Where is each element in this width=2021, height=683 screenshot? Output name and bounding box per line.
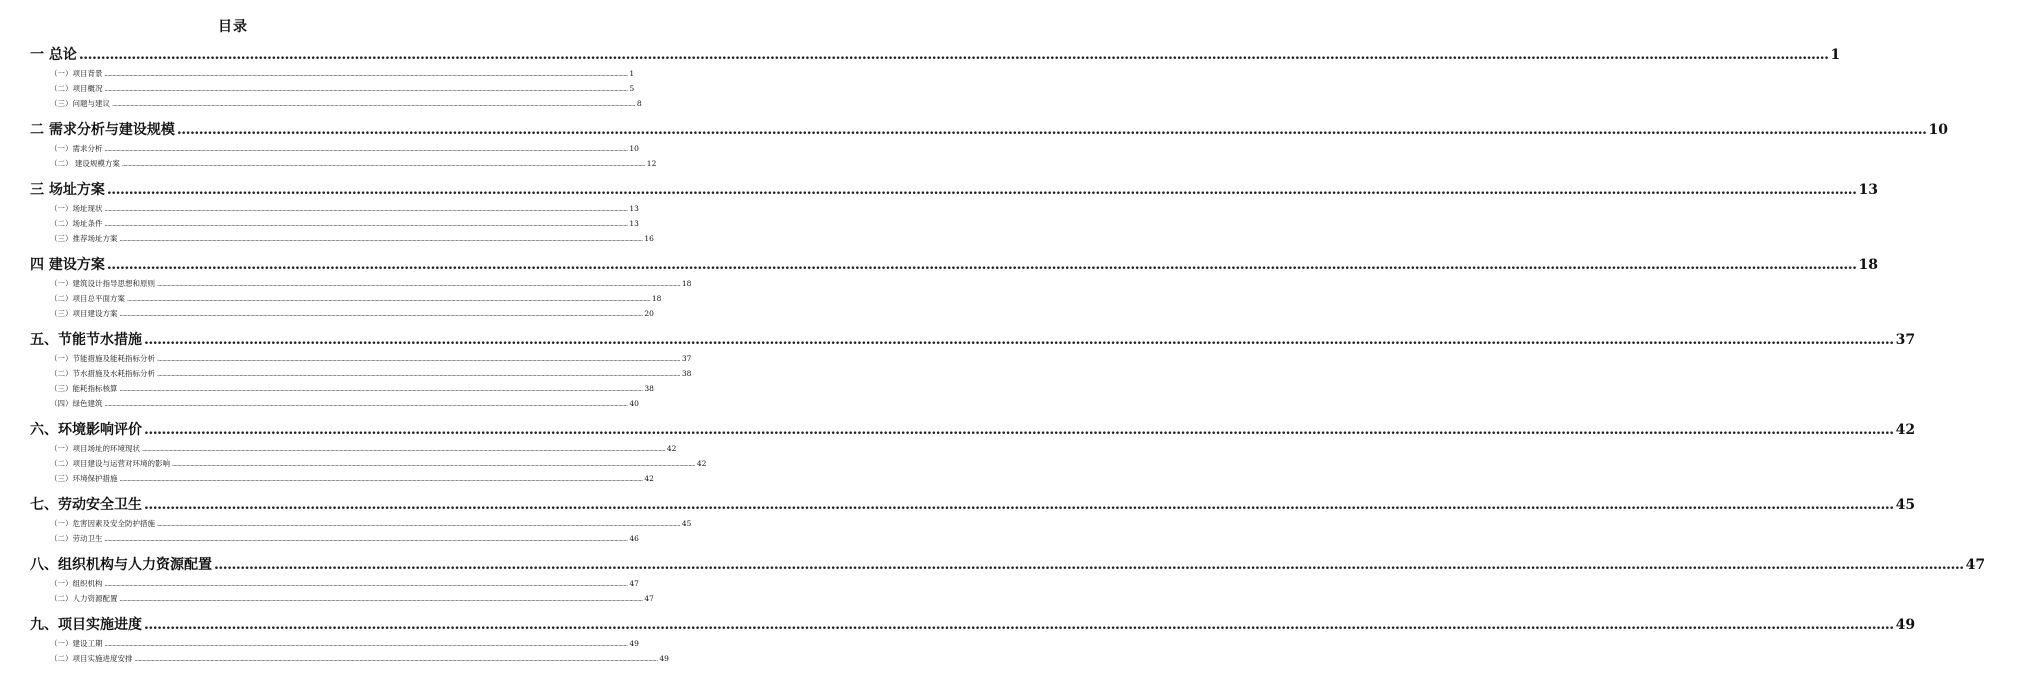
section-title: （一）场址现状 (50, 204, 103, 213)
page-number: 42 (666, 444, 677, 453)
toc-section-entry[interactable] (0, 143, 639, 154)
toc-section-entry[interactable] (0, 593, 654, 604)
toc-section-entry[interactable] (0, 518, 692, 529)
page-number: 45 (681, 519, 692, 528)
chapter-title: 四 建设方案 (30, 257, 105, 273)
page-number: 49 (1895, 617, 1916, 633)
chapter-title: 一 总论 (30, 47, 77, 63)
dot-leader: ................................................................................................................................................................................................................................................................................................................................................................................................................ (127, 296, 650, 303)
page-number: 18 (681, 279, 692, 288)
dot-leader: ................................................................................................................................................................................................................................................................................................................................................................................................................ (214, 557, 1964, 573)
toc-section-entry[interactable] (0, 368, 692, 379)
toc-section-entry[interactable] (0, 83, 635, 94)
page-number: 49 (659, 654, 669, 663)
page-number: 40 (629, 399, 639, 408)
dot-leader: ................................................................................................................................................................................................................................................................................................................................................................................................................ (112, 101, 635, 108)
toc-section-entry[interactable] (0, 383, 654, 394)
section-title: （二）劳动卫生 (50, 534, 103, 543)
toc-section-entry[interactable] (0, 203, 639, 214)
dot-leader: ................................................................................................................................................................................................................................................................................................................................................................................................................ (157, 281, 680, 288)
dot-leader: ................................................................................................................................................................................................................................................................................................................................................................................................................ (157, 371, 680, 378)
toc-section-entry[interactable] (0, 458, 707, 469)
section-title: （二）项目建设与运营对环境的影响 (50, 459, 170, 468)
toc-section-entry[interactable] (0, 578, 639, 589)
section-title: （二）节水措施及水耗指标分析 (50, 369, 155, 378)
dot-leader: ................................................................................................................................................................................................................................................................................................................................................................................................................ (144, 332, 1894, 348)
page-number: 38 (681, 369, 692, 378)
toc-section-entry[interactable] (0, 98, 642, 109)
dot-leader: ................................................................................................................................................................................................................................................................................................................................................................................................................ (134, 656, 658, 663)
page-number: 18 (1858, 257, 1878, 273)
page-number: 45 (1895, 497, 1916, 513)
section-title: （三）推荐场址方案 (50, 234, 118, 243)
toc-section-entry[interactable] (0, 278, 692, 289)
page-number: 1 (629, 69, 635, 78)
toc-section-entry[interactable] (0, 653, 669, 664)
toc-chapter-entry[interactable] (0, 254, 1878, 274)
toc-section-entry[interactable] (0, 308, 654, 319)
dot-leader: ................................................................................................................................................................................................................................................................................................................................................................................................................ (119, 476, 643, 483)
toc-section-entry[interactable] (0, 443, 677, 454)
dot-leader: ................................................................................................................................................................................................................................................................................................................................................................................................................ (176, 122, 1927, 138)
page-number: 42 (696, 459, 707, 468)
dot-leader: ................................................................................................................................................................................................................................................................................................................................................................................................................ (142, 446, 665, 453)
section-title: （一）节能措施及能耗指标分析 (50, 354, 155, 363)
section-title: （一）危害因素及安全防护措施 (50, 519, 155, 528)
dot-leader: ................................................................................................................................................................................................................................................................................................................................................................................................................ (78, 47, 1829, 63)
section-title: （二）人力资源配置 (50, 594, 118, 603)
page-number: 37 (681, 354, 692, 363)
dot-leader: ................................................................................................................................................................................................................................................................................................................................................................................................................ (119, 311, 643, 318)
page-number: 8 (636, 99, 642, 108)
page-number: 13 (629, 219, 639, 228)
toc-chapter-entry[interactable] (0, 119, 1948, 139)
toc-chapter-entry[interactable] (0, 494, 1916, 514)
dot-leader: ................................................................................................................................................................................................................................................................................................................................................................................................................ (106, 182, 1857, 198)
page-title: 目录 (218, 19, 248, 35)
chapter-title: 八、组织机构与人力资源配置 (30, 557, 212, 573)
page-number: 42 (1895, 422, 1916, 438)
dot-leader: ................................................................................................................................................................................................................................................................................................................................................................................................................ (121, 161, 645, 168)
dot-leader: ................................................................................................................................................................................................................................................................................................................................................................................................................ (144, 617, 1894, 633)
dot-leader: ................................................................................................................................................................................................................................................................................................................................................................................................................ (144, 422, 1894, 438)
dot-leader: ................................................................................................................................................................................................................................................................................................................................................................................................................ (157, 521, 680, 528)
toc-section-entry[interactable] (0, 353, 692, 364)
page-number: 10 (1928, 122, 1948, 138)
section-title: （一）项目场址的环境现状 (50, 444, 140, 453)
page-number: 20 (644, 309, 654, 318)
section-title: （二）项目总平面方案 (50, 294, 125, 303)
page-number: 1 (1830, 47, 1841, 63)
toc-chapter-entry[interactable] (0, 329, 1916, 349)
page-number: 37 (1895, 332, 1916, 348)
toc-section-entry[interactable] (0, 68, 635, 79)
dot-leader: ................................................................................................................................................................................................................................................................................................................................................................................................................ (119, 596, 643, 603)
section-title: （二）项目实施进度安排 (50, 654, 133, 663)
dot-leader: ................................................................................................................................................................................................................................................................................................................................................................................................................ (119, 386, 643, 393)
chapter-title: 九、项目实施进度 (30, 617, 142, 633)
section-title: （三）环境保护措施 (50, 474, 118, 483)
toc-chapter-entry[interactable] (0, 614, 1916, 634)
dot-leader: ................................................................................................................................................................................................................................................................................................................................................................................................................ (104, 146, 628, 153)
page-number: 5 (629, 84, 635, 93)
section-title: （一）需求分析 (50, 144, 103, 153)
page-number: 13 (629, 204, 639, 213)
toc-section-entry[interactable] (0, 218, 639, 229)
page-number: 13 (1858, 182, 1878, 198)
toc-section-entry[interactable] (0, 293, 662, 304)
toc-chapter-entry[interactable] (0, 554, 1986, 574)
toc-chapter-entry[interactable] (0, 44, 1841, 64)
chapter-title: 七、劳动安全卫生 (30, 497, 142, 513)
section-title: （一）建筑设计指导思想和原则 (50, 279, 155, 288)
dot-leader: ................................................................................................................................................................................................................................................................................................................................................................................................................ (104, 71, 628, 78)
dot-leader: ................................................................................................................................................................................................................................................................................................................................................................................................................ (104, 536, 628, 543)
toc-section-entry[interactable] (0, 638, 639, 649)
dot-leader: ................................................................................................................................................................................................................................................................................................................................................................................................................ (106, 257, 1857, 273)
section-title: （一）组织机构 (50, 579, 103, 588)
dot-leader: ................................................................................................................................................................................................................................................................................................................................................................................................................ (104, 641, 628, 648)
dot-leader: ................................................................................................................................................................................................................................................................................................................................................................................................................ (172, 461, 695, 468)
page-number: 47 (644, 594, 654, 603)
toc-chapter-entry[interactable] (0, 179, 1878, 199)
toc-section-entry[interactable] (0, 158, 657, 169)
chapter-title: 五、节能节水措施 (30, 332, 142, 348)
section-title: （三）项目建设方案 (50, 309, 118, 318)
section-title: （四）绿色建筑 (50, 399, 103, 408)
section-title: （一）建设工期 (50, 639, 103, 648)
page-number: 47 (1965, 557, 1986, 573)
toc-section-entry[interactable] (0, 233, 654, 244)
page-number: 42 (644, 474, 654, 483)
chapter-title: 三 场址方案 (30, 182, 105, 198)
section-title: （三）能耗指标核算 (50, 384, 118, 393)
chapter-title: 六、环境影响评价 (30, 422, 142, 438)
dot-leader: ................................................................................................................................................................................................................................................................................................................................................................................................................ (144, 497, 1894, 513)
toc-section-entry[interactable] (0, 533, 639, 544)
page-number: 38 (644, 384, 654, 393)
dot-leader: ................................................................................................................................................................................................................................................................................................................................................................................................................ (104, 86, 628, 93)
section-title: （二）项目概况 (50, 84, 103, 93)
section-title: （一）项目背景 (50, 69, 103, 78)
section-title: （二）场址条件 (50, 219, 103, 228)
page-number: 12 (646, 159, 657, 168)
dot-leader: ................................................................................................................................................................................................................................................................................................................................................................................................................ (157, 356, 680, 363)
page-number: 46 (629, 534, 639, 543)
toc-chapter-entry[interactable] (0, 419, 1916, 439)
dot-leader: ................................................................................................................................................................................................................................................................................................................................................................................................................ (119, 236, 643, 243)
dot-leader: ................................................................................................................................................................................................................................................................................................................................................................................................................ (104, 206, 628, 213)
page-number: 18 (651, 294, 662, 303)
section-title: （二） 建设规模方案 (50, 159, 120, 168)
page-number: 16 (644, 234, 654, 243)
dot-leader: ................................................................................................................................................................................................................................................................................................................................................................................................................ (104, 221, 628, 228)
page-number: 49 (629, 639, 639, 648)
section-title: （三）问题与建议 (50, 99, 110, 108)
page-number: 10 (629, 144, 639, 153)
dot-leader: ................................................................................................................................................................................................................................................................................................................................................................................................................ (104, 401, 628, 408)
chapter-title: 二 需求分析与建设规模 (30, 122, 175, 138)
toc-section-entry[interactable] (0, 398, 639, 409)
dot-leader: ................................................................................................................................................................................................................................................................................................................................................................................................................ (104, 581, 628, 588)
toc-section-entry[interactable] (0, 473, 654, 484)
page-number: 47 (629, 579, 639, 588)
